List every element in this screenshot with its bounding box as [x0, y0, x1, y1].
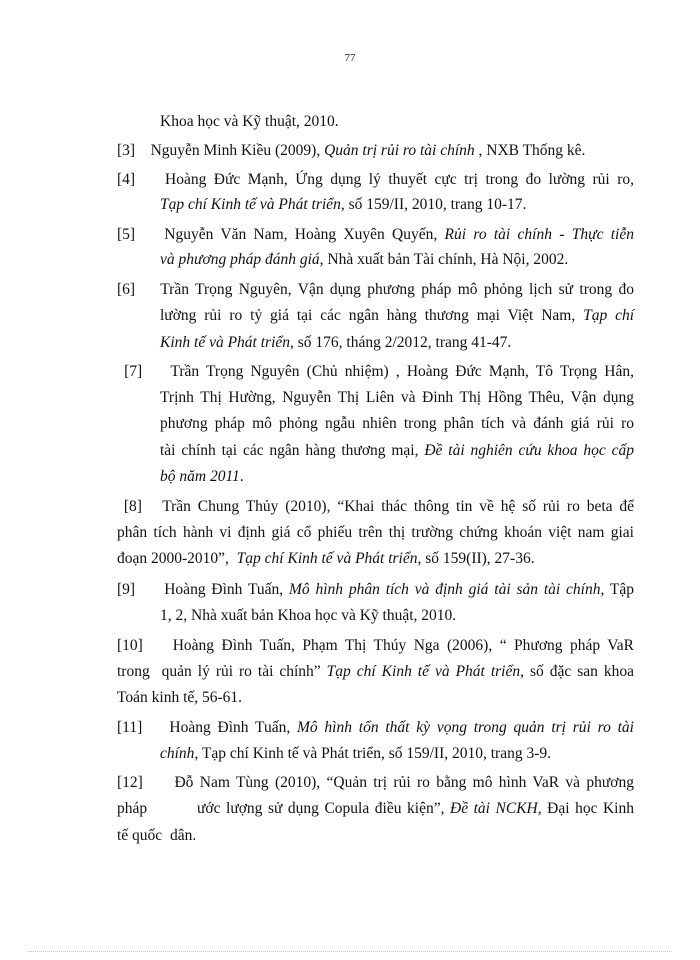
reference-line [117, 799, 634, 819]
reference-text: [12] Đỗ Nam Tùng (2010), “Quản trị rủi ro bằng mô hình VaR và phương [117, 774, 634, 791]
reference-text: [4] Hoàng Đức Mạnh, Ứng dụng lý thuyết cực trị trong đo lường rủi ro, [117, 171, 634, 188]
reference-text: [8] Trần Chung Thủy (2010), “Khai thác thông tin về hệ số rủi ro beta để [117, 498, 634, 515]
reference-line [117, 718, 634, 738]
italic-title-text: Tạp chí Kinh tế và Phát triển [160, 196, 341, 213]
reference-line [117, 523, 634, 543]
reference-text: lường rủi ro tỷ giá tại các ngân hàng thương mại Việt Nam, [160, 307, 584, 324]
reference-text: [11] Hoàng Đình Tuấn, [117, 719, 297, 736]
reference-text: [5] Nguyễn Văn Nam, Hoàng Xuyên Quyến, [117, 226, 445, 243]
italic-title-text: Đề tài NCKH [450, 800, 538, 817]
reference-text: 1, 2, Nhà xuất bản Khoa học và Kỹ thuật, 2010. [160, 607, 457, 624]
reference-text: , Đại học Kinh [537, 800, 634, 817]
italic-title-text: Tạp chí Kinh tế và Phát triển [236, 550, 418, 567]
italic-title-text: Tạp chí [583, 307, 635, 324]
reference-line [117, 688, 242, 708]
reference-text: [10] Hoàng Đình Tuấn, Phạm Thị Thúy Nga (2006), “ Phương pháp VaR [117, 637, 634, 654]
reference-line [117, 280, 634, 300]
reference-line [117, 141, 585, 161]
reference-line [160, 388, 634, 408]
reference-line [117, 636, 634, 656]
reference-line [160, 606, 456, 626]
reference-line [160, 441, 634, 461]
reference-text: , Nhà xuất bản Tài chính, Hà Nội, 2002. [319, 251, 569, 268]
reference-text: [7] Trần Trọng Nguyên (Chủ nhiệm) , Hoàng Đức Mạnh, Tô Trọng Hân, [117, 363, 634, 380]
italic-title-text: Quản trị rủi ro tài chính [324, 142, 475, 159]
reference-line [160, 306, 634, 326]
reference-text: pháp ước lượng sử dụng Copula điều kiện”, [117, 800, 450, 817]
reference-text: [6] Trần Trọng Nguyên, Vận dụng phương pháp mô phỏng lịch sử trong đo [117, 281, 634, 298]
reference-text: , số 176, tháng 2/2012, trang 41-47. [290, 334, 512, 351]
reference-text: , Tạp chí Kinh tế và Phát triển, số 159/II, 2010, trang 3-9. [194, 745, 552, 762]
italic-title-text: và phương pháp đánh giá [160, 251, 320, 268]
italic-title-text: bộ năm 2011 [160, 468, 240, 485]
reference-line [117, 362, 634, 382]
reference-text: , Tập [600, 581, 634, 598]
reference-line [160, 467, 244, 487]
reference-text: , số đặc san khoa [520, 663, 634, 680]
italic-title-text: Đề tài nghiên cứu khoa học cấp [424, 442, 634, 459]
reference-line [160, 250, 568, 270]
reference-line [160, 744, 551, 764]
reference-text: , số 159/II, 2010, trang 10-17. [340, 196, 527, 213]
reference-text: . [239, 468, 244, 485]
reference-line [160, 112, 339, 132]
reference-line [117, 662, 634, 682]
italic-title-text: chính [160, 745, 195, 762]
reference-line [117, 773, 634, 793]
reference-line [117, 826, 196, 846]
reference-line [160, 195, 526, 215]
reference-text: đoạn 2000-2010”, [117, 550, 237, 567]
reference-text: [9] Hoàng Đình Tuấn, [117, 581, 289, 598]
italic-title-text: Rủi ro tài chính - Thực tiễn [444, 226, 634, 243]
reference-text: [3] Nguyễn Minh Kiều (2009), [117, 142, 325, 159]
reference-line [117, 549, 535, 569]
reference-line [117, 225, 634, 245]
reference-line [160, 414, 634, 434]
reference-line [117, 580, 634, 600]
reference-text: trong quản lý rủi ro tài chính” [117, 663, 327, 680]
reference-line [117, 170, 634, 190]
reference-line [160, 333, 511, 353]
reference-text: , NXB Thống kê. [474, 142, 586, 159]
reference-text: Khoa học và Kỹ thuật, 2010. [160, 113, 339, 130]
page-bottom-rule [28, 951, 672, 952]
reference-line [117, 497, 634, 517]
reference-text: phân tích hành vi định giá cổ phiếu trên thị trường chứng khoán việt nam giai [117, 524, 634, 541]
page-number: 77 [344, 52, 356, 64]
reference-text: phương pháp mô phỏng ngẫu nhiên trong phân tích và đánh giá rủi ro [160, 415, 634, 432]
reference-text: Trịnh Thị Hường, Nguyễn Thị Liên và Đinh Thị Hồng Thêu, Vận dụng [160, 389, 634, 406]
italic-title-text: Tạp chí Kinh tế và Phát triển [326, 663, 521, 680]
reference-text: , số 159(II), 27-36. [417, 550, 535, 567]
italic-title-text: Mô hình tổn thất kỳ vọng trong quản trị rủi ro tài [296, 719, 634, 736]
italic-title-text: Mô hình phân tích và định giá tài sản tài chính [288, 581, 601, 598]
italic-title-text: Kinh tế và Phát triển [160, 334, 291, 351]
reference-text: Toán kinh tế, 56-61. [117, 689, 243, 706]
reference-text: tài chính tại các ngân hàng thương mại, [160, 442, 425, 459]
reference-text: tế quốc dân. [117, 827, 197, 844]
